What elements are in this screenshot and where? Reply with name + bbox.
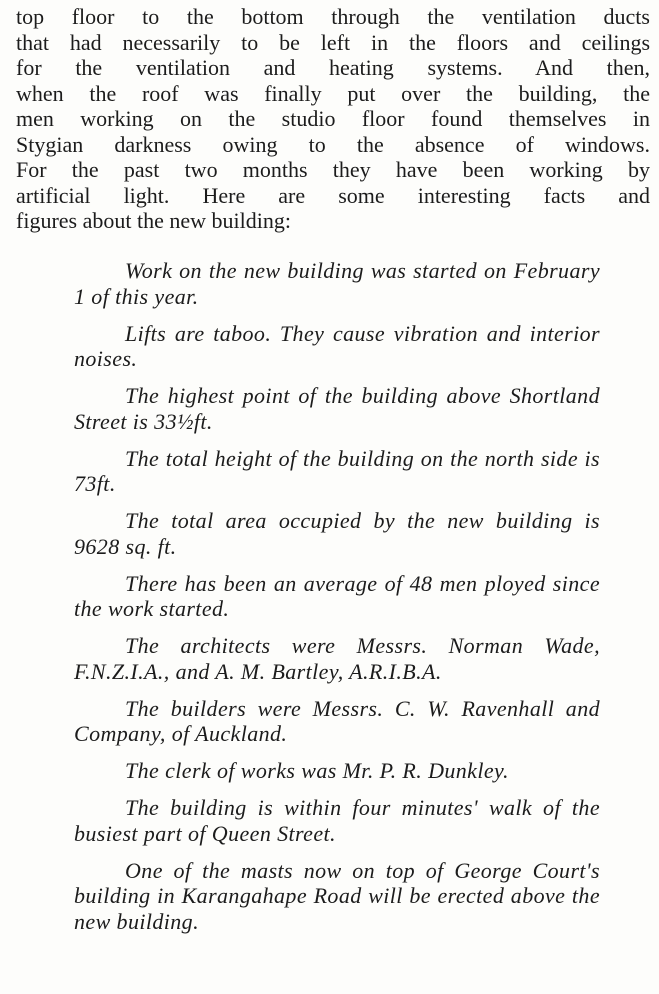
intro-line: that had necessarily to be left in the floors and ceilings: [16, 29, 650, 55]
fact-item: The builders were Messrs. C. W. Ravenhall and Company, of Auckland.: [74, 695, 600, 746]
fact-item: The total height of the building on the north side is 73ft.: [74, 445, 600, 496]
intro-line: for the ventilation and heating systems. And then,: [16, 55, 650, 80]
intro-line: figures about the new building:: [16, 208, 291, 233]
intro-line: top floor to the bottom through the ventilation ducts: [16, 4, 650, 29]
intro-paragraph: [16, 4, 650, 234]
intro-line: men working on the studio floor found themselves in: [16, 106, 650, 131]
fact-item: One of the masts now on top of George Court's building in Karangahape Road will be erected above the new building.: [74, 857, 600, 934]
intro-line: For the past two months they have been working by: [16, 157, 650, 182]
intro-line: Stygian darkness owing to the absence of windows.: [16, 131, 650, 157]
fact-item: There has been an average of 48 men ployed since the work started.: [74, 570, 600, 621]
intro-line: when the roof was finally put over the building, the: [16, 80, 650, 106]
fact-item: The highest point of the building above Shortland Street is 33½ft.: [74, 383, 600, 434]
fact-item: The building is within four minutes' walk of the busiest part of Queen Street.: [74, 795, 600, 846]
fact-item: The total area occupied by the new building is 9628 sq. ft.: [74, 508, 600, 559]
fact-item: The architects were Messrs. Norman Wade, F.N.Z.I.A., and A. M. Bartley, A.R.I.B.A.: [74, 633, 600, 684]
fact-item: Work on the new building was started on February 1 of this year.: [74, 258, 600, 309]
fact-item: Lifts are taboo. They cause vibration and interior noises.: [74, 320, 600, 371]
fact-item: The clerk of works was Mr. P. R. Dunkley.: [125, 758, 509, 783]
facts-list: [74, 258, 600, 934]
intro-line: artificial light. Here are some interesting facts and: [16, 182, 650, 208]
